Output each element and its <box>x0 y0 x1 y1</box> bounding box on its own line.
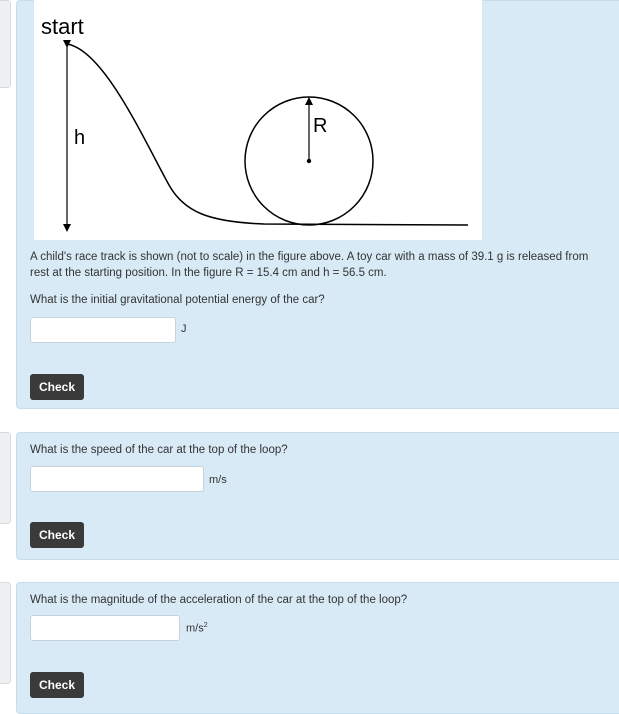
h-label: h <box>74 127 86 149</box>
question3-prompt: What is the magnitude of the acceleration of the car at the top of the loop? <box>30 594 408 606</box>
question1-intro: A child's race track is shown (not to scale) in the figure above. A toy car with a mass of 39.1 g is released from rest at the starting position. In the figure R = 15.4 cm and h = 56.5 cm. <box>30 251 589 279</box>
question1-unit: J <box>181 323 187 335</box>
question1-prompt: What is the initial gravitational potential energy of the car? <box>30 294 325 306</box>
race-track-figure <box>34 0 482 240</box>
left-edge-tab-3 <box>0 582 11 684</box>
question1-check-button[interactable]: Check <box>30 374 84 400</box>
loop-center-dot <box>307 159 311 163</box>
question3-check-button[interactable]: Check <box>30 672 84 698</box>
question2-unit: m/s <box>209 474 227 486</box>
question2-prompt: What is the speed of the car at the top of the loop? <box>30 444 288 456</box>
question3-unit <box>186 622 208 635</box>
left-edge-tab-2 <box>0 432 11 524</box>
question1-answer-input[interactable] <box>30 317 176 343</box>
track-curve <box>67 44 468 225</box>
left-edge-tab-1 <box>0 0 11 88</box>
start-label: start <box>41 14 84 39</box>
question2-check-button[interactable]: Check <box>30 522 84 548</box>
question3-unit-exponent: 2 <box>203 622 208 629</box>
race-track-diagram <box>34 0 482 240</box>
r-label: R <box>313 115 328 137</box>
question3-unit-base: m/s <box>186 622 204 635</box>
question2-answer-input[interactable] <box>30 466 204 492</box>
question3-answer-input[interactable] <box>30 615 180 641</box>
